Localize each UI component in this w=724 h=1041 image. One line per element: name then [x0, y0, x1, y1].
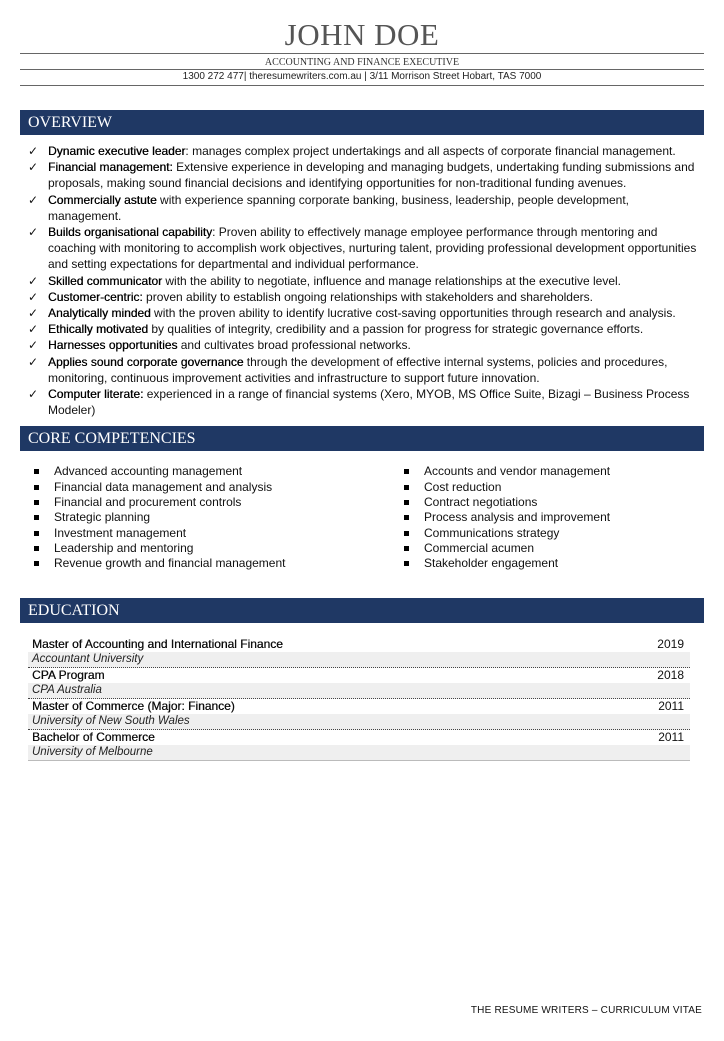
education-degree: Bachelor of Commerce — [32, 729, 155, 744]
competency-item — [32, 510, 402, 525]
divider — [20, 85, 704, 86]
competency-item — [32, 541, 402, 556]
resume-header — [0, 17, 724, 86]
education-item — [28, 637, 690, 668]
competency-item — [32, 464, 402, 479]
check-icon: ✓ — [28, 338, 39, 353]
overview-item-lead: Customer-centric: — [48, 289, 143, 304]
competency-item — [402, 495, 610, 510]
competency-label: Accounts and vendor management — [424, 464, 611, 479]
square-bullet-icon — [404, 515, 409, 520]
competency-item — [402, 480, 610, 495]
square-bullet-icon — [34, 500, 39, 505]
overview-item-lead: Analytically minded — [48, 306, 151, 321]
section-heading-overview: OVERVIEW — [20, 110, 704, 135]
competency-label: Investment management — [54, 525, 187, 540]
education-year: 2018 — [657, 667, 684, 682]
education-row — [28, 668, 690, 683]
section-heading-competencies: CORE COMPETENCIES — [20, 426, 704, 451]
overview-item-lead: Ethically motivated — [48, 322, 149, 337]
competency-item — [402, 526, 610, 541]
overview-item-text: : Proven ability to effectively manage employee performance through mentoring and coaching with monitoring to accomplish work objectives, nurturing talent, providing professional development opportunities and setting expectations for departmental and individual performance. — [48, 225, 697, 272]
check-icon: ✓ — [28, 322, 39, 337]
competency-item — [402, 464, 610, 479]
education-degree: Master of Accounting and International Finance — [32, 636, 283, 651]
check-icon: ✓ — [28, 192, 39, 207]
education-list — [28, 637, 690, 761]
contact-line: 1300 272 477| theresumewriters.com.au | 3/11 Morrison Street Hobart, TAS 7000 — [182, 71, 542, 82]
competency-label: Strategic planning — [54, 510, 151, 525]
overview-item-text: proven ability to establish ongoing relationships with stakeholders and shareholders. — [142, 289, 593, 304]
education-institution: University of New South Wales — [28, 714, 690, 730]
education-year: 2011 — [658, 729, 684, 744]
overview-item — [28, 224, 704, 273]
overview-item-lead: Computer literate: — [48, 387, 144, 402]
competency-label: Contract negotiations — [424, 495, 538, 510]
education-item — [28, 668, 690, 699]
competencies-columns — [32, 464, 704, 571]
competency-item — [402, 510, 610, 525]
candidate-name: JOHN DOE — [284, 17, 440, 52]
education-row — [28, 637, 690, 652]
education-institution: CPA Australia — [28, 683, 690, 699]
education-item — [28, 730, 690, 761]
check-icon: ✓ — [28, 306, 39, 321]
overview-item — [28, 354, 704, 386]
overview-item-text: with the ability to negotiate, influence and manage relationships at the executive level. — [162, 273, 621, 288]
divider — [20, 53, 704, 54]
overview-item-text: : manages complex project undertakings and all aspects of corporate financial management. — [185, 144, 676, 158]
check-icon: ✓ — [28, 354, 39, 369]
overview-item — [28, 386, 704, 418]
overview-item-lead: Applies sound corporate governance — [48, 354, 244, 369]
check-icon: ✓ — [28, 273, 39, 288]
check-icon: ✓ — [28, 387, 39, 402]
education-year: 2011 — [658, 698, 684, 713]
competency-item — [32, 495, 402, 510]
square-bullet-icon — [404, 546, 409, 551]
square-bullet-icon — [34, 469, 39, 474]
education-institution: University of Melbourne — [28, 745, 690, 761]
overview-item-text: by qualities of integrity, credibility and a passion for progress for strategic governance efforts. — [148, 322, 644, 337]
education-year: 2019 — [657, 636, 684, 651]
overview-item — [28, 192, 704, 224]
check-icon: ✓ — [28, 144, 39, 158]
education-degree: CPA Program — [32, 667, 105, 682]
competency-item — [32, 526, 402, 541]
education-degree: Master of Commerce (Major: Finance) — [32, 698, 235, 713]
overview-item-lead: Skilled communicator — [48, 273, 163, 288]
education-row — [28, 699, 690, 714]
competency-label: Revenue growth and financial management — [54, 556, 286, 571]
check-icon: ✓ — [28, 160, 39, 175]
competency-label: Advanced accounting management — [54, 464, 243, 479]
overview-item — [28, 273, 704, 289]
square-bullet-icon — [404, 561, 409, 566]
square-bullet-icon — [404, 500, 409, 505]
overview-item-text: with experience spanning corporate banking, business, leadership, people development, management. — [48, 192, 630, 223]
candidate-title: ACCOUNTING AND FINANCE EXECUTIVE — [264, 57, 460, 68]
competency-label: Process analysis and improvement — [424, 510, 611, 525]
overview-item — [28, 143, 704, 159]
check-icon: ✓ — [28, 225, 39, 240]
overview-item — [28, 321, 704, 337]
overview-list — [28, 143, 704, 418]
competency-item — [402, 556, 610, 571]
square-bullet-icon — [34, 531, 39, 536]
overview-item-lead: Builds organisational capability — [48, 225, 213, 240]
overview-item-text: experienced in a range of financial systems (Xero, MYOB, MS Office Suite, Bizagi – Business Process Modeler) — [48, 387, 690, 418]
overview-item-text: Extensive experience in developing and managing budgets, undertaking funding submissions and proposals, making sound financial decisions and identifying opportunities for non-traditional funding avenues. — [48, 160, 695, 191]
overview-item-lead: Commercially astute — [48, 192, 157, 207]
square-bullet-icon — [34, 561, 39, 566]
competency-label: Stakeholder engagement — [424, 556, 559, 571]
overview-item — [28, 289, 704, 305]
overview-item-lead: Harnesses opportunities — [48, 338, 178, 353]
overview-item-lead: Financial management: — [48, 160, 173, 175]
competency-item — [32, 480, 402, 495]
overview-item-text: through the development of effective internal systems, policies and procedures, monitoring, continuous improvement activities and infrastructure to support future innovation. — [48, 354, 668, 385]
square-bullet-icon — [404, 531, 409, 536]
square-bullet-icon — [404, 485, 409, 490]
overview-item — [28, 337, 704, 353]
overview-item-text: and cultivates broad professional networks. — [177, 338, 411, 353]
overview-item-lead: Dynamic executive leader — [48, 144, 186, 158]
competency-label: Commercial acumen — [424, 540, 535, 555]
page-footer: THE RESUME WRITERS – CURRICULUM VITAE — [470, 1005, 702, 1016]
overview-item — [28, 159, 704, 191]
competency-label: Cost reduction — [424, 479, 502, 494]
competency-label: Financial and procurement controls — [54, 495, 242, 510]
competency-label: Communications strategy — [424, 525, 560, 540]
education-item — [28, 699, 690, 730]
competency-label: Financial data management and analysis — [54, 479, 273, 494]
square-bullet-icon — [34, 515, 39, 520]
competencies-right-list — [402, 464, 610, 571]
competency-item — [402, 541, 610, 556]
square-bullet-icon — [404, 469, 409, 474]
overview-item — [28, 305, 704, 321]
competency-label: Leadership and mentoring — [54, 540, 194, 555]
competencies-left-list — [32, 464, 402, 571]
education-institution: Accountant University — [28, 652, 690, 668]
section-heading-education: EDUCATION — [20, 598, 704, 623]
square-bullet-icon — [34, 546, 39, 551]
check-icon: ✓ — [28, 289, 39, 304]
education-row — [28, 730, 690, 745]
overview-item-text: with the proven ability to identify lucrative cost-saving opportunities through research and analysis. — [150, 306, 676, 321]
competency-item — [32, 556, 402, 571]
square-bullet-icon — [34, 485, 39, 490]
